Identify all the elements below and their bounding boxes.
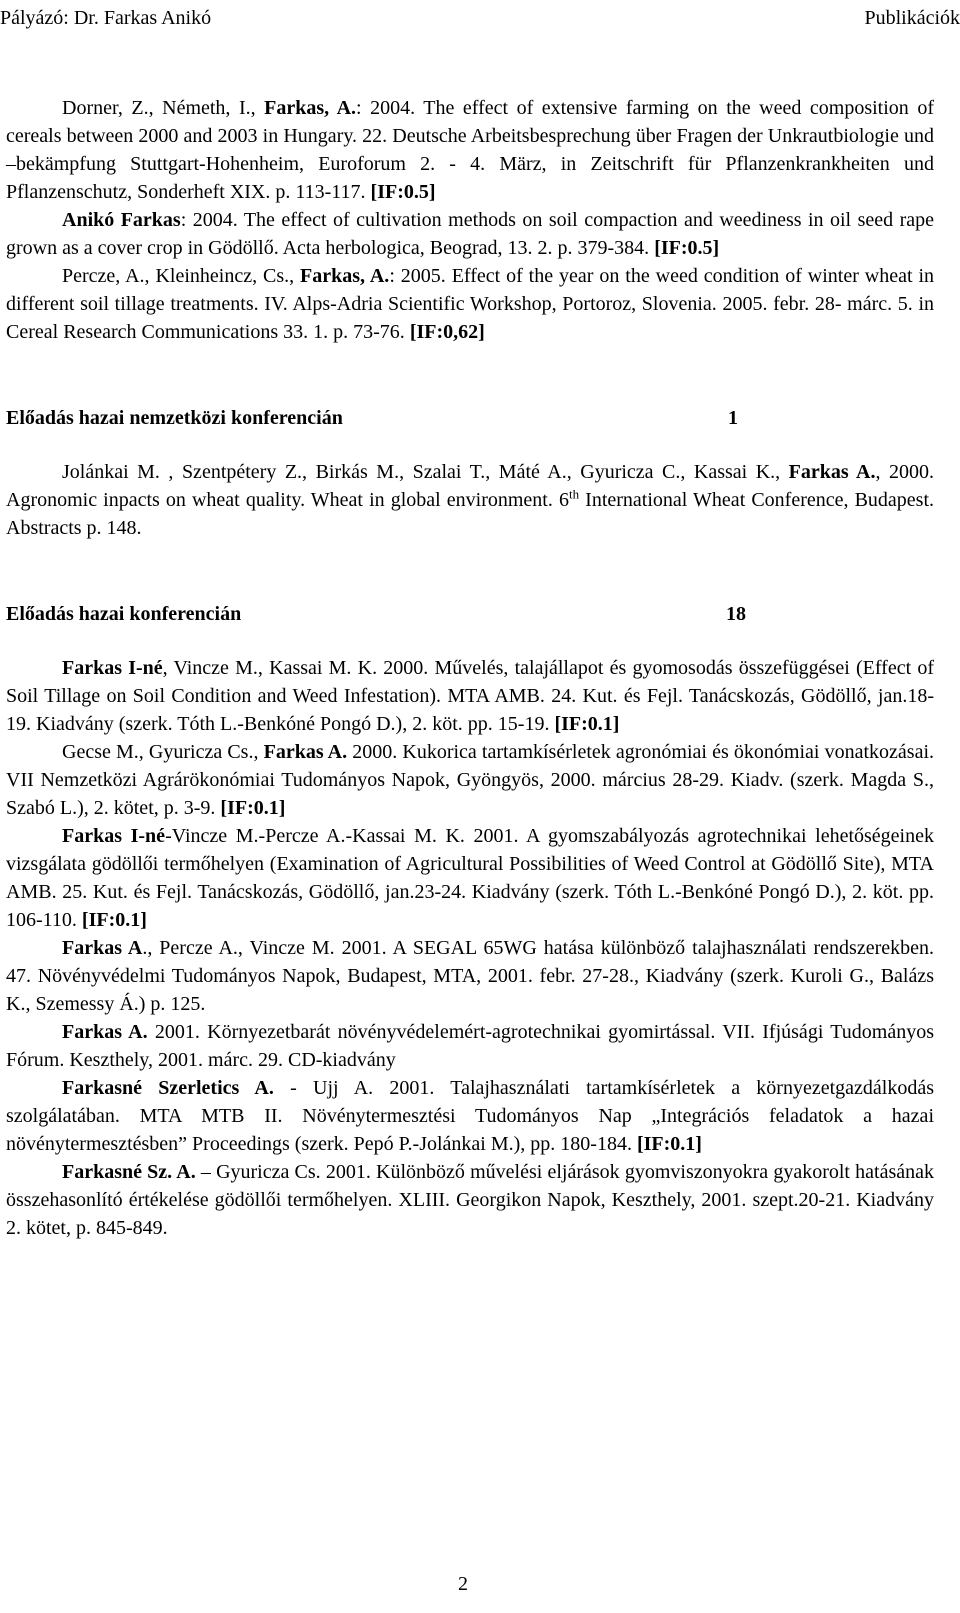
reference-entry: Gecse M., Gyuricza Cs., Farkas A. 2000. Kukorica tartamkísérletek agronómiai és ökonómiai vonatkozásai. VII Nemzetközi Agrárökonómiai Tudományos Napok, Gyöngyös, 2000. március 28-29. Kiadv. (szerk. Magda S., Szabó L.), 2. kötet, p. 3-9. [IF:0.1] bbox=[6, 741, 934, 819]
reference-entry: Percze, A., Kleinheincz, Cs., Farkas, A.: 2005. Effect of the year on the weed condition of winter wheat in different soil tillage treatments. IV. Alps-Adria Scientific Workshop, Portoroz, Slovenia. 2005. febr. 28- márc. 5. in Cereal Research Communications 33. 1. p. 73-76. [IF:0,62] bbox=[6, 265, 935, 343]
header-section-title: Publikációk bbox=[864, 7, 960, 29]
header-applicant: Pályázó: Dr. Farkas Anikó bbox=[0, 7, 212, 29]
section-title: Előadás hazai konferencián bbox=[6, 603, 242, 625]
section-heading-international bbox=[6, 404, 934, 432]
section-heading-domestic bbox=[6, 600, 934, 628]
reference-entry: Dorner, Z., Németh, I., Farkas, A.: 2004. The effect of extensive farming on the weed composition of cereals between 2000 and 2003 in Hungary. 22. Deutsche Arbeitsbesprechung über Fragen der Unkrautbiologie und –bekämpfung Stuttgart-Hohenheim, Euroforum 2. - 4. März, in Zeitschrift für Pflanzenkrankheiten und Pflanzenschutz, Sonderheft XIX. p. 113-117. [IF:0.5] bbox=[6, 97, 934, 203]
reference-entry: Farkas I-né-Vincze M.-Percze A.-Kassai M. K. 2001. A gyomszabályozás agrotechnikai lehetőségeinek vizsgálata gödöllői termőhelyen (Examination of Agricultural Possibilities of Weed Control at Gödöllő Site), MTA AMB. 25. Kut. és Fejl. Tanácskozás, Gödöllő, jan.23-24. Kiadvány (szerk. Tóth L.-Benkóné Pongó D.), 2. köt. pp. 106-110. [IF:0.1] bbox=[6, 825, 934, 931]
reference-entry: Farkas A., Percze A., Vincze M. 2001. A SEGAL 65WG hatása különböző talajhasználati rendszerekben. 47. Növényvédelmi Tudományos Napok, Budapest, MTA, 2001. febr. 27-28., Kiadvány (szerk. Kuroli G., Balázs K., Szemessy Á.) p. 125. bbox=[6, 937, 934, 1015]
section-title: Előadás hazai nemzetközi konferencián bbox=[6, 407, 343, 429]
reference-entry: Farkasné Sz. A. – Gyuricza Cs. 2001. Különböző művelési eljárások gyomviszonyokra gyakorolt hatásának összehasonlító értékelése gödöllői termőhelyen. XLIII. Georgikon Napok, Keszthely, 2001. szept.20-21. Kiadvány 2. kötet, p. 845-849. bbox=[6, 1161, 934, 1239]
reference-entry: Anikó Farkas: 2004. The effect of cultivation methods on soil compaction and weediness in oil seed rape grown as a cover crop in Gödöllő. Acta herbologica, Beograd, 13. 2. p. 379-384. [IF:0.5] bbox=[6, 209, 934, 259]
section-count: 18 bbox=[726, 603, 746, 625]
section-count: 1 bbox=[728, 407, 738, 429]
reference-entry: Farkasné Szerletics A. - Ujj A. 2001. Talajhasználati tartamkísérletek a környezetgazdálkodás szolgálatában. MTA MTB II. Növénytermesztési Tudományos Nap „Integrációs feladatok a hazai növénytermesztésben” Proceedings (szerk. Pepó P.-Jolánkai M.), pp. 180-184. [IF:0.1] bbox=[6, 1077, 934, 1155]
page-number: 2 bbox=[458, 1573, 468, 1595]
reference-entry: Farkas A. 2001. Környezetbarát növényvédelemért-agrotechnikai gyomirtással. VII. Ifjúsági Tudományos Fórum. Keszthely, 2001. márc. 29. CD-kiadvány bbox=[6, 1021, 935, 1071]
document-body bbox=[6, 94, 934, 1242]
reference-entry: Jolánkai M. , Szentpétery Z., Birkás M., Szalai T., Máté A., Gyuricza C., Kassai K., Farkas A., 2000. Agronomic inpacts on wheat quality. Wheat in global environment. 6th International Wheat Conference, Budapest. Abstracts p. 148. bbox=[6, 461, 935, 539]
reference-entry: Farkas I-né, Vincze M., Kassai M. K. 2000. Művelés, talajállapot és gyomosodás összefüggései (Effect of Soil Tillage on Soil Condition and Weed Infestation). MTA AMB. 24. Kut. és Fejl. Tanácskozás, Gödöllő, jan.18-19. Kiadvány (szerk. Tóth L.-Benkóné Pongó D.), 2. köt. pp. 15-19. [IF:0.1] bbox=[6, 657, 934, 735]
page-header bbox=[0, 6, 960, 30]
